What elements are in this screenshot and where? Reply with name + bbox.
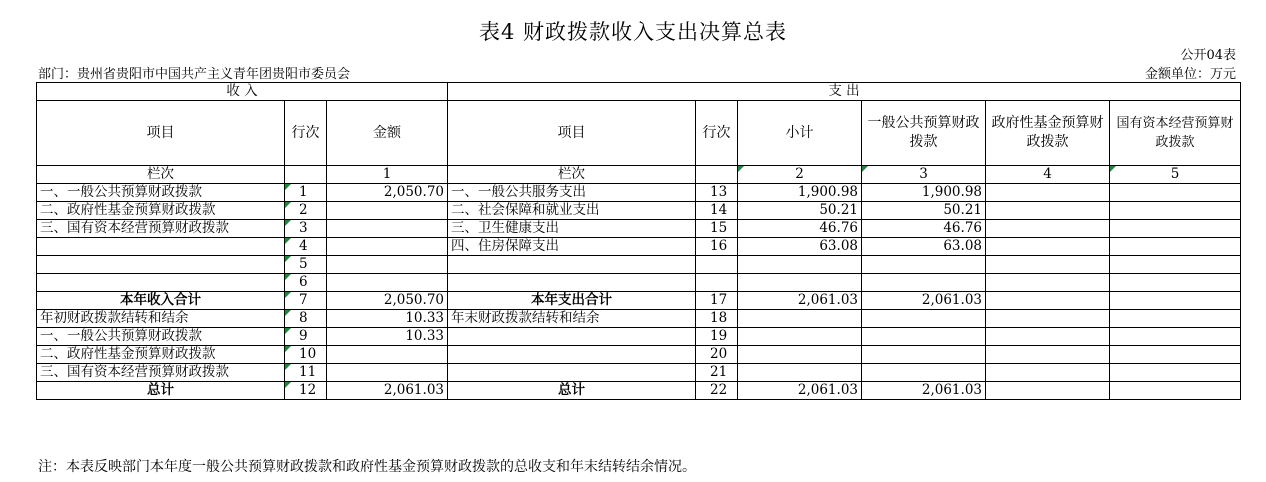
table-row [37,328,1241,346]
expense-subtotal: 2,061.03 [738,292,862,310]
expense-general: 46.76 [862,220,986,238]
expense-item [448,346,696,364]
income-amount: 2,050.70 [327,184,448,202]
col-soe: 国有资本经营预算财政拨款 [1110,101,1241,166]
table-row [37,220,1241,238]
col-amount: 金额 [327,101,448,166]
income-item: 二、政府性基金预算财政拨款 [37,346,285,364]
income-amount: 2,050.70 [327,292,448,310]
col-general: 一般公共预算财政拨款 [862,101,986,166]
expense-general: 63.08 [862,238,986,256]
expense-gov-fund [986,292,1110,310]
expense-line-no: 20 [696,346,738,364]
amount-unit: 金额单位：万元 [1144,67,1236,82]
expense-general [862,310,986,328]
expense-soe [1110,274,1241,292]
expense-item: 本年支出合计 [448,292,696,310]
expense-header: 支 出 [448,83,1241,101]
expense-general: 2,061.03 [862,382,986,400]
expense-general [862,364,986,382]
income-line-no: 8 [285,310,327,328]
expense-general [862,328,986,346]
expense-soe [1110,310,1241,328]
colno-label2: 栏次 [448,166,696,184]
expense-general [862,256,986,274]
expense-soe [1110,346,1241,364]
department-label: 部门：贵州省贵阳市中国共产主义青年团贵阳市委员会 [38,67,351,82]
expense-subtotal: 46.76 [738,220,862,238]
form-number: 公开04表 [1180,48,1236,63]
expense-gov-fund [986,184,1110,202]
table-row [37,274,1241,292]
income-amount [327,238,448,256]
income-line-no: 12 [285,382,327,400]
expense-item: 三、卫生健康支出 [448,220,696,238]
expense-line-no: 14 [696,202,738,220]
expense-item [448,274,696,292]
expense-gov-fund [986,328,1110,346]
expense-subtotal [738,364,862,382]
expense-subtotal: 63.08 [738,238,862,256]
colno-label: 栏次 [37,166,285,184]
table-row [37,238,1241,256]
col-gov-fund: 政府性基金预算财政拨款 [986,101,1110,166]
expense-soe [1110,256,1241,274]
expense-line-no: 21 [696,364,738,382]
expense-soe [1110,220,1241,238]
expense-general: 2,061.03 [862,292,986,310]
expense-line-no: 22 [696,382,738,400]
income-line-no: 10 [285,346,327,364]
column-number-row [37,166,1241,184]
income-amount: 2,061.03 [327,382,448,400]
expense-gov-fund [986,364,1110,382]
income-item [37,256,285,274]
expense-general [862,346,986,364]
expense-line-no: 19 [696,328,738,346]
table-row [37,292,1241,310]
colno-4: 4 [986,166,1110,184]
income-item: 三、国有资本经营预算财政拨款 [37,364,285,382]
income-line-no: 11 [285,364,327,382]
expense-line-no: 18 [696,310,738,328]
income-line-no: 3 [285,220,327,238]
expense-gov-fund [986,310,1110,328]
income-amount: 10.33 [327,310,448,328]
expense-item: 总计 [448,382,696,400]
income-item: 总计 [37,382,285,400]
income-line-no: 5 [285,256,327,274]
expense-item: 年末财政拨款结转和结余 [448,310,696,328]
expense-line-no [696,274,738,292]
income-header: 收 入 [37,83,448,101]
income-amount [327,364,448,382]
table-row [37,346,1241,364]
col-subtotal: 小计 [738,101,862,166]
income-line-no: 2 [285,202,327,220]
expense-soe [1110,292,1241,310]
income-line-no: 6 [285,274,327,292]
income-amount [327,274,448,292]
expense-general [862,274,986,292]
expense-gov-fund [986,202,1110,220]
expense-subtotal: 50.21 [738,202,862,220]
expense-item [448,328,696,346]
income-amount [327,202,448,220]
expense-item [448,256,696,274]
page-title: 表4 财政拨款收入支出决算总表 [478,20,788,44]
footnote: 注：本表反映部门本年度一般公共预算财政拨款和政府性基金预算财政拨款的总收支和年末结转结余情况。 [38,459,696,475]
expense-gov-fund [986,256,1110,274]
expense-gov-fund [986,274,1110,292]
income-item: 一、一般公共预算财政拨款 [37,184,285,202]
col-line2: 行次 [696,101,738,166]
col-line: 行次 [285,101,327,166]
income-line-no: 7 [285,292,327,310]
table-row [37,382,1241,400]
income-item: 三、国有资本经营预算财政拨款 [37,220,285,238]
budget-table [36,82,1241,400]
expense-line-no [696,256,738,274]
income-item: 本年收入合计 [37,292,285,310]
expense-subtotal [738,346,862,364]
income-amount: 10.33 [327,328,448,346]
expense-subtotal [738,274,862,292]
expense-item: 一、一般公共服务支出 [448,184,696,202]
expense-line-no: 13 [696,184,738,202]
expense-soe [1110,364,1241,382]
expense-subtotal [738,256,862,274]
expense-soe [1110,238,1241,256]
income-line-no: 4 [285,238,327,256]
expense-soe [1110,382,1241,400]
expense-subtotal [738,310,862,328]
expense-gov-fund [986,238,1110,256]
expense-line-no: 17 [696,292,738,310]
expense-subtotal: 2,061.03 [738,382,862,400]
col-item: 项目 [37,101,285,166]
table-row [37,310,1241,328]
income-amount [327,346,448,364]
expense-gov-fund [986,346,1110,364]
expense-gov-fund [986,220,1110,238]
expense-general: 50.21 [862,202,986,220]
expense-subtotal [738,328,862,346]
table-row [37,256,1241,274]
table-row [37,202,1241,220]
table-row [37,184,1241,202]
expense-line-no: 15 [696,220,738,238]
table-row [37,364,1241,382]
income-item: 二、政府性基金预算财政拨款 [37,202,285,220]
colno-3: 3 [862,166,986,184]
colno-2: 2 [738,166,862,184]
expense-gov-fund [986,382,1110,400]
expense-line-no: 16 [696,238,738,256]
expense-item: 四、住房保障支出 [448,238,696,256]
income-line-no: 9 [285,328,327,346]
income-amount [327,220,448,238]
expense-soe [1110,202,1241,220]
income-item: 年初财政拨款结转和结余 [37,310,285,328]
col-item2: 项目 [448,101,696,166]
expense-general: 1,900.98 [862,184,986,202]
income-line-no: 1 [285,184,327,202]
expense-item: 二、社会保障和就业支出 [448,202,696,220]
colno-5: 5 [1110,166,1241,184]
expense-soe [1110,328,1241,346]
expense-item [448,364,696,382]
income-item [37,274,285,292]
colno-1: 1 [327,166,448,184]
income-item [37,238,285,256]
expense-subtotal: 1,900.98 [738,184,862,202]
income-item: 一、一般公共预算财政拨款 [37,328,285,346]
income-amount [327,256,448,274]
expense-soe [1110,184,1241,202]
